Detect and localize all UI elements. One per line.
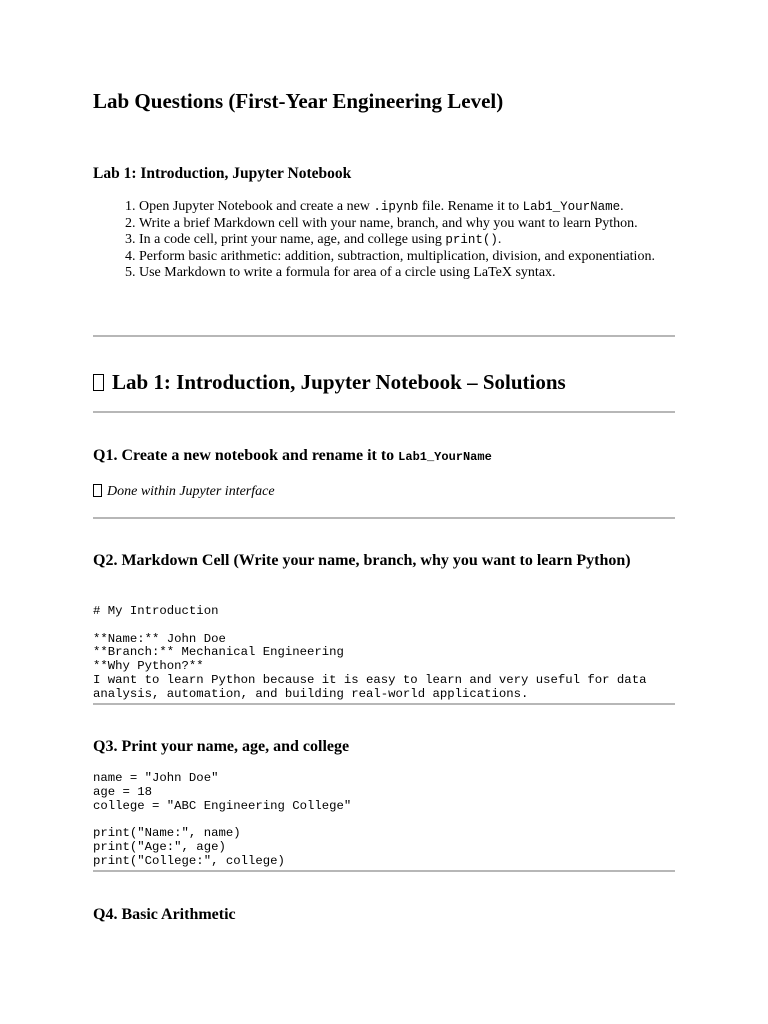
q3-heading: Q3. Print your name, age, and college — [93, 738, 350, 755]
inline-code: .ipynb — [373, 200, 419, 214]
inline-code: print() — [445, 233, 498, 247]
horizontal-rule — [93, 703, 675, 705]
list-item: 3. In a code cell, print your name, age, and college using print(). — [139, 232, 699, 249]
lab-heading: Lab 1: Introduction, Jupyter Notebook — [93, 165, 352, 182]
missing-glyph-icon — [93, 374, 104, 391]
q2-heading: Q2. Markdown Cell (Write your name, branch, why you want to learn Python) — [93, 552, 631, 569]
list-item: 4. Perform basic arithmetic: addition, subtraction, multiplication, division, and exponentiation. — [139, 249, 699, 266]
list-item: 5. Use Markdown to write a formula for area of a circle using LaTeX syntax. — [139, 265, 699, 282]
q3-code-block: name = "John Doe" age = 18 college = "ABC Engineering College" print("Name:", name) print("Age:", age) print("College:", college) — [93, 772, 352, 868]
inline-code: Lab1_YourName — [522, 200, 621, 214]
solutions-heading: Lab 1: Introduction, Jupyter Notebook – Solutions — [93, 369, 566, 395]
q4-heading: Q4. Basic Arithmetic — [93, 906, 236, 923]
page-title: Lab Questions (First-Year Engineering Level) — [93, 89, 504, 113]
q1-note: Done within Jupyter interface — [93, 483, 275, 501]
horizontal-rule — [93, 870, 675, 872]
missing-glyph-icon — [93, 484, 102, 497]
q1-heading: Q1. Create a new notebook and rename it to Lab1_YourName — [93, 447, 492, 464]
list-item: 1. Open Jupyter Notebook and create a new .ipynb file. Rename it to Lab1_YourName. — [139, 199, 699, 216]
q2-code-block: # My Introduction **Name:** John Doe **Branch:** Mechanical Engineering **Why Python?** I want to learn Python because it is easy to learn and very useful for data analysis, automation, and building real-world applications. — [93, 605, 647, 701]
list-item: 2. Write a brief Markdown cell with your name, branch, and why you want to learn Python. — [139, 216, 699, 233]
inline-code: Lab1_YourName — [398, 450, 492, 464]
horizontal-rule — [93, 411, 675, 413]
horizontal-rule — [93, 517, 675, 519]
horizontal-rule — [93, 335, 675, 337]
lab-question-list — [93, 199, 699, 282]
